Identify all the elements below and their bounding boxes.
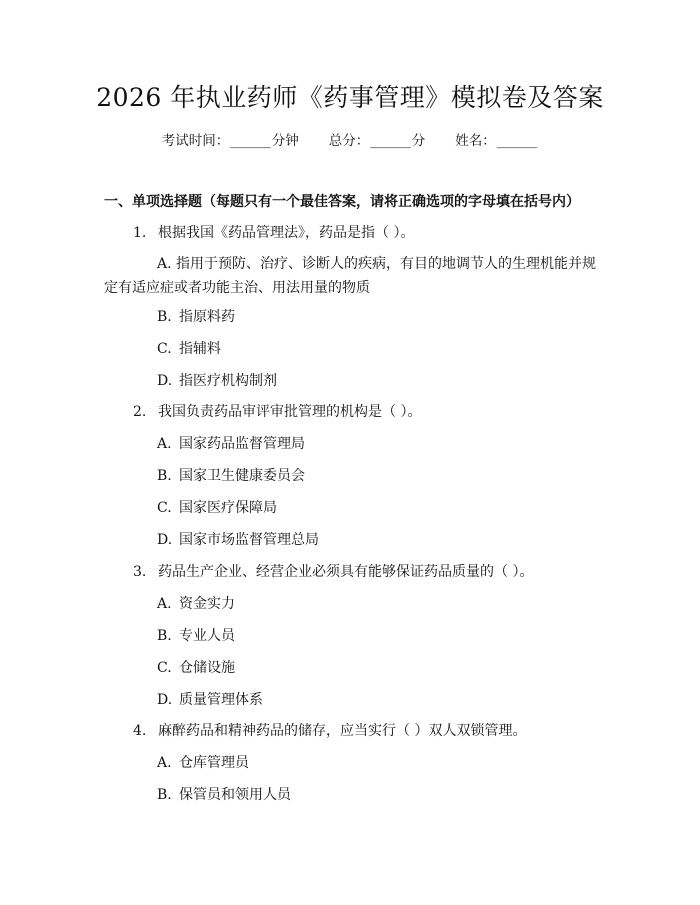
option-text: 指医疗机构制剂 <box>179 373 277 389</box>
option-letter: B. <box>157 787 172 803</box>
option-letter: C. <box>157 660 172 676</box>
option-letter: B. <box>157 309 172 325</box>
question-3-option-d <box>157 690 263 710</box>
question-number: 4. <box>133 723 147 739</box>
option-text: 质量管理体系 <box>179 692 263 708</box>
exam-name-blank: ______ <box>496 133 538 149</box>
option-text: 国家药品监督管理局 <box>179 436 305 452</box>
exam-time-unit: 分钟 <box>271 133 299 149</box>
question-number: 3. <box>133 564 147 580</box>
question-3 <box>133 562 533 582</box>
option-letter: D. <box>157 532 173 548</box>
question-4 <box>133 721 526 741</box>
question-1-option-a <box>104 252 604 300</box>
exam-score-label: 总分： <box>328 133 370 149</box>
question-text: 我国负责药品审评审批管理的机构是（ ）。 <box>158 404 422 420</box>
option-text: 资金实力 <box>179 596 235 612</box>
option-text: 专业人员 <box>179 628 235 644</box>
question-2-option-a <box>157 434 305 454</box>
question-4-option-a <box>157 753 249 773</box>
question-3-option-a <box>157 594 235 614</box>
question-number: 2. <box>133 404 147 420</box>
question-4-option-b <box>157 785 291 805</box>
question-number: 1. <box>133 225 147 241</box>
option-text: 仓储设施 <box>179 660 235 676</box>
question-1-option-c <box>157 339 221 359</box>
exam-time-label: 考试时间： <box>161 133 230 149</box>
option-letter: A. <box>157 596 172 612</box>
option-letter: D. <box>157 373 173 389</box>
option-letter: A. <box>157 755 172 771</box>
option-text: 国家市场监督管理总局 <box>179 532 319 548</box>
option-letter: C. <box>157 341 172 357</box>
exam-name-label: 姓名： <box>455 133 496 149</box>
option-text: 指用于预防、治疗、诊断人的疾病，有目的地调节人的生理机能并规定有适应症或者功能主治、用法用量的物质 <box>104 256 597 296</box>
question-3-option-c <box>157 658 235 678</box>
option-text: 国家医疗保障局 <box>179 500 277 516</box>
exam-score <box>329 132 426 150</box>
exam-time-blank: ______ <box>230 133 271 149</box>
option-text: 国家卫生健康委员会 <box>179 468 305 484</box>
option-letter: A. <box>157 256 172 272</box>
page-title: 2026 年执业药师《药事管理》模拟卷及答案 <box>96 83 604 112</box>
exam-time <box>162 132 299 150</box>
option-letter: D. <box>157 692 173 708</box>
exam-meta <box>0 132 700 150</box>
section-heading: 一、单项选择题（每题只有一个最佳答案，请将正确选项的字母填在括号内） <box>104 194 580 210</box>
question-text: 药品生产企业、经营企业必须具有能够保证药品质量的（ ）。 <box>158 564 534 580</box>
question-2-option-c <box>157 498 277 518</box>
option-letter: A. <box>157 436 172 452</box>
option-text: 仓库管理员 <box>179 755 249 771</box>
exam-name <box>455 132 538 150</box>
option-text: 指辅料 <box>179 341 221 357</box>
question-3-option-b <box>157 626 235 646</box>
question-text: 麻醉药品和精神药品的储存，应当实行（ ）双人双锁管理。 <box>158 723 527 739</box>
exam-score-blank: ______ <box>370 133 411 149</box>
question-1-option-d <box>157 371 277 391</box>
option-letter: C. <box>157 500 172 516</box>
question-2 <box>133 402 421 422</box>
question-2-option-b <box>157 466 305 486</box>
option-letter: B. <box>157 628 172 644</box>
option-text: 保管员和领用人员 <box>179 787 291 803</box>
question-1 <box>133 223 414 243</box>
option-letter: B. <box>157 468 172 484</box>
option-text: 指原料药 <box>179 309 235 325</box>
question-2-option-d <box>157 530 319 550</box>
question-text: 根据我国《药品管理法》，药品是指（ ）。 <box>158 225 415 241</box>
exam-score-unit: 分 <box>411 133 426 149</box>
question-1-option-b <box>157 307 235 327</box>
